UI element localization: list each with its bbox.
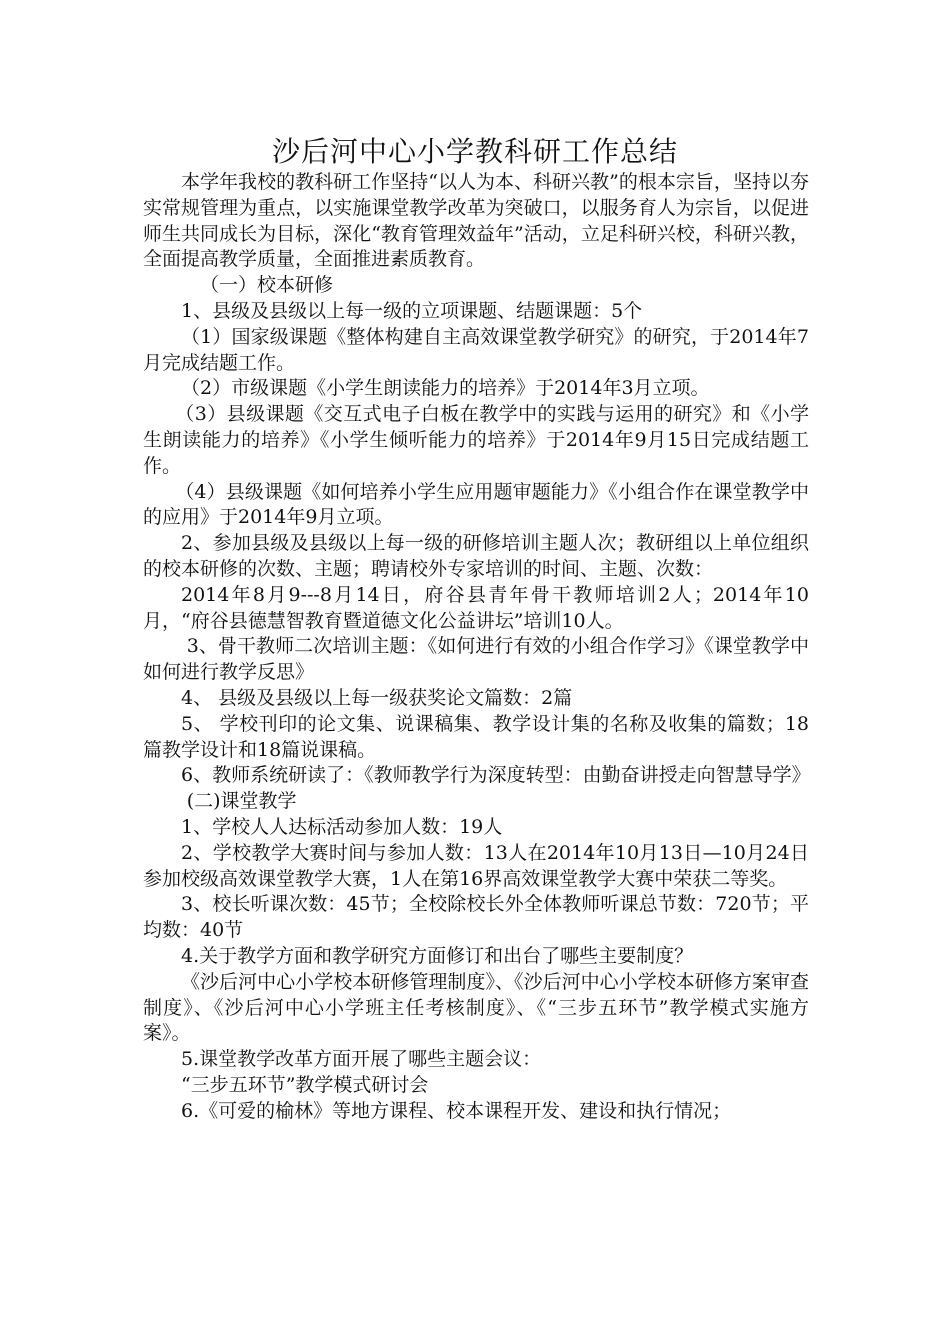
paragraph: 6、教师系统研读了：《教师教学行为深度转型：由勤奋讲授走向智慧导学》 [181, 764, 811, 787]
paragraph: 5.课堂教学改革方面开展了哪些主题会议： [181, 1048, 542, 1071]
paragraph: 4.关于教学方面和教学研究方面修订和出台了哪些主要制度？ [181, 944, 694, 967]
paragraph: 3、校长听课次数：45节；全校除校长外全体教师听课总节数：720节；平均数：40节 [143, 893, 809, 942]
paragraph: “三步五环节”教学模式研讨会 [181, 1073, 429, 1096]
paragraph: （2）市级课题《小学生朗读能力的培养》于2014年3月立项。 [181, 377, 710, 400]
paragraph: 2、学校教学大赛时间与参加人数：13人在2014年10月13日—10月24日参加校级高效课堂教学大赛，1人在第16界高效课堂教学大赛中荣获二等奖。 [143, 841, 809, 890]
paragraph: 1、学校人人达标活动参加人数：19人 [181, 815, 503, 838]
paragraph: 2014年8月9---8月14日，府谷县青年骨干教师培训2人；2014年10月，“府谷县德慧智教育暨道德文化公益讲坛”培训10人。 [143, 583, 809, 632]
paragraph: 3、骨干教师二次培训主题：《如何进行有效的小组合作学习》《课堂教学中如何进行教学反思》 [143, 635, 809, 684]
paragraph: 2、参加县级及县级以上每一级的研修培训主题人次；教研组以上单位组织的校本研修的次数、主题；聘请校外专家培训的时间、主题、次数： [143, 532, 809, 580]
document-title: 沙后河中心小学教科研工作总结 [271, 135, 678, 168]
paragraph: 《沙后河中心小学校本研修管理制度》、《沙后河中心小学校本研修方案审查制度》、《沙后河中心小学班主任考核制度》、《“三步五环节”教学模式实施方案》。 [143, 970, 809, 1045]
paragraph: （4）县级课题《如何培养小学生应用题审题能力》《小组合作在课堂教学中的应用》于2014年9月立项。 [143, 480, 809, 529]
document-body [143, 170, 809, 1124]
paragraph: (二)课堂教学 [186, 790, 297, 813]
paragraph: 1、县级及县级以上每一级的立项课题、结题课题：5个 [181, 299, 643, 322]
paragraph: （3）县级课题《交互式电子白板在教学中的实践与运用的研究》和《小学生朗读能力的培养》《小学生倾听能力的培养》于2014年9月15日完成结题工作。 [143, 403, 809, 477]
paragraph: 5、 学校刊印的论文集、说课稿集、教学设计集的名称及收集的篇数；18篇教学设计和18篇说课稿。 [143, 712, 809, 761]
paragraph: 6.《可爱的榆林》等地方课程、校本课程开发、建设和执行情况； [181, 1099, 732, 1122]
paragraph: （1）国家级课题《整体构建自主高效课堂教学研究》的研究，于2014年7月完成结题工作。 [143, 325, 809, 374]
paragraph: （一）校本研修 [200, 274, 334, 297]
paragraph: 本学年我校的教科研工作坚持“以人为本、科研兴教”的根本宗旨，坚持以夯实常规管理为重点，以实施课堂教学改革为突破口，以服务育人为宗旨，以促进师生共同成长为目标，深化“教育管理效益年”活动，立足科研兴校，科研兴教，全面提高教学质量，全面推进素质教育。 [143, 171, 809, 271]
paragraph: 4、 县级及县级以上每一级获奖论文篇数：2篇 [181, 686, 573, 709]
